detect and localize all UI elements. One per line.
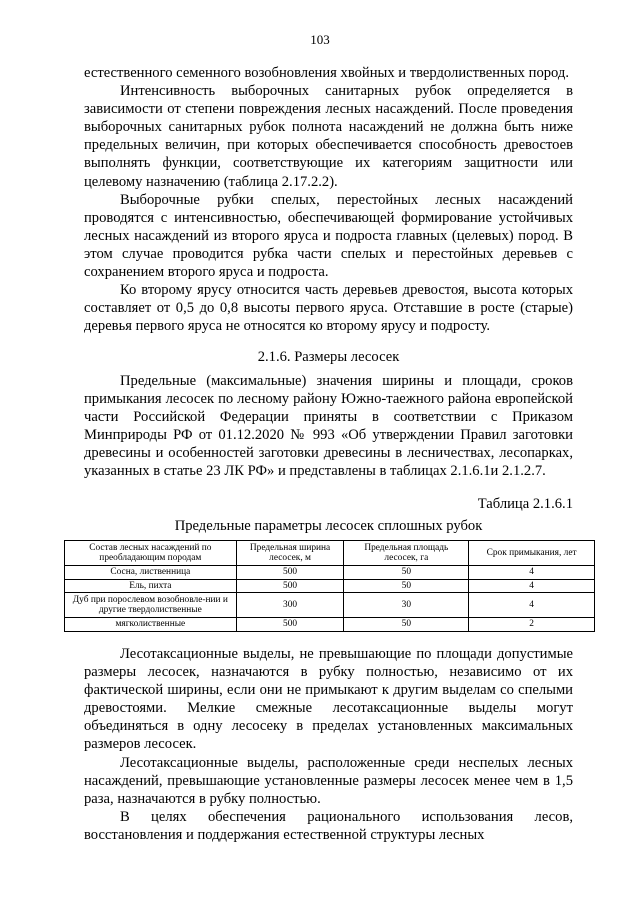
paragraph-limit-values: Предельные (максимальные) значения ширины и площади, сроков примыкания лесосек по лесному району Южно-таежного района европейской части Российской Федерации приняты в соответствии с Приказом Минприроды РФ от 01.12.2020 № 993 «Об утверждении Правил заготовки древесины и особенностей заготовки древесины в лесничествах, лесопарках, указанных в статье 23 ЛК РФ» и представлены в таблицах 2.1.6.1и 2.1.2.7. [84, 373, 573, 480]
table-cell: 500 [236, 579, 344, 593]
table-cell: 4 [469, 566, 595, 580]
page-number: 103 [310, 32, 330, 47]
table-cell: 4 [469, 593, 595, 618]
intro-text-block [84, 64, 573, 335]
table-cell: 30 [344, 593, 469, 618]
table-cell: 500 [236, 618, 344, 632]
table-header-row [65, 541, 595, 566]
table-row [65, 618, 595, 632]
paragraph-sanitary-cuttings: Интенсивность выборочных санитарных рубок определяется в зависимости от степени повреждения лесных насаждений. После проведения выборочных санитарных рубок полнота насаждений не должна быть ниже предельных величин, при которых обеспечивается способность древостоев выполнять функции, соответствующие их категориям защитности или целевому назначению (таблица 2.17.2.2). [84, 83, 573, 190]
continuation-paragraph: естественного семенного возобновления хвойных и твердолиственных пород. [84, 65, 569, 81]
cutting-parameters-table [64, 540, 595, 632]
table-caption: Таблица 2.1.6.1 [477, 496, 573, 512]
section-heading: 2.1.6. Размеры лесосек [257, 349, 400, 365]
table-cell: Сосна, лиственница [65, 566, 237, 580]
table-row [65, 593, 595, 618]
table-cell: 300 [236, 593, 344, 618]
section-text-block [84, 372, 573, 481]
paragraph-second-tier: Ко второму ярусу относится часть деревьев древостоя, высота которых составляет от 0,5 до 0,8 высоты первого яруса. Отставшие в росте (старые) деревья первого яруса не относятся ко второму ярусу и подросту. [84, 282, 573, 335]
table-cell: мягколиственные [65, 618, 237, 632]
table-cell: 4 [469, 579, 595, 593]
table-cell: 500 [236, 566, 344, 580]
closing-text-block [84, 645, 573, 844]
table-cell: Дуб при порослевом возобновле-нии и другие твердолиственные [65, 593, 237, 618]
table-row [65, 566, 595, 580]
paragraph-immature-stands: Лесотаксационные выделы, расположенные среди неспелых лесных насаждений, превышающие установленные размеры лесосек менее чем в 1,5 раза, назначаются в рубку полностью. [84, 754, 573, 807]
header-area: Предельная площадь лесосек, га [344, 541, 469, 566]
paragraph-rational-use: В целях обеспечения рационального использования лесов, восстановления и поддержания естественной структуры лесных [84, 808, 573, 843]
table-cell: 2 [469, 618, 595, 632]
table-cell: Ель, пихта [65, 579, 237, 593]
paragraph-taxation-units: Лесотаксационные выделы, не превышающие по площади допустимые размеры лесосек, назначаются в рубку полностью, независимо от их фактической ширины, если они не примыкают к другим выделам со спелыми древостоями. Мелкие смежные лесотаксационные выделы могут объединяться в одну лесосеку в пределах установленных максимальных размеров лесосек. [84, 646, 573, 753]
table-title: Предельные параметры лесосек сплошных рубок [174, 518, 483, 534]
header-adjacency: Срок примыкания, лет [469, 541, 595, 566]
paragraph-selective-cuttings: Выборочные рубки спелых, перестойных лесных насаждений проводятся с интенсивностью, обеспечивающей формирование устойчивых лесных насаждений из второго яруса и подроста главных (целевых) пород. В этом случае проводится рубка части спелых и перестойных деревьев с сохранением второго яруса и подроста. [84, 191, 573, 281]
header-composition: Состав лесных насаждений по преобладающим породам [65, 541, 237, 566]
table-cell: 50 [344, 618, 469, 632]
header-width: Предельная ширина лесосек, м [236, 541, 344, 566]
table-cell: 50 [344, 566, 469, 580]
table-cell: 50 [344, 579, 469, 593]
table-row [65, 579, 595, 593]
